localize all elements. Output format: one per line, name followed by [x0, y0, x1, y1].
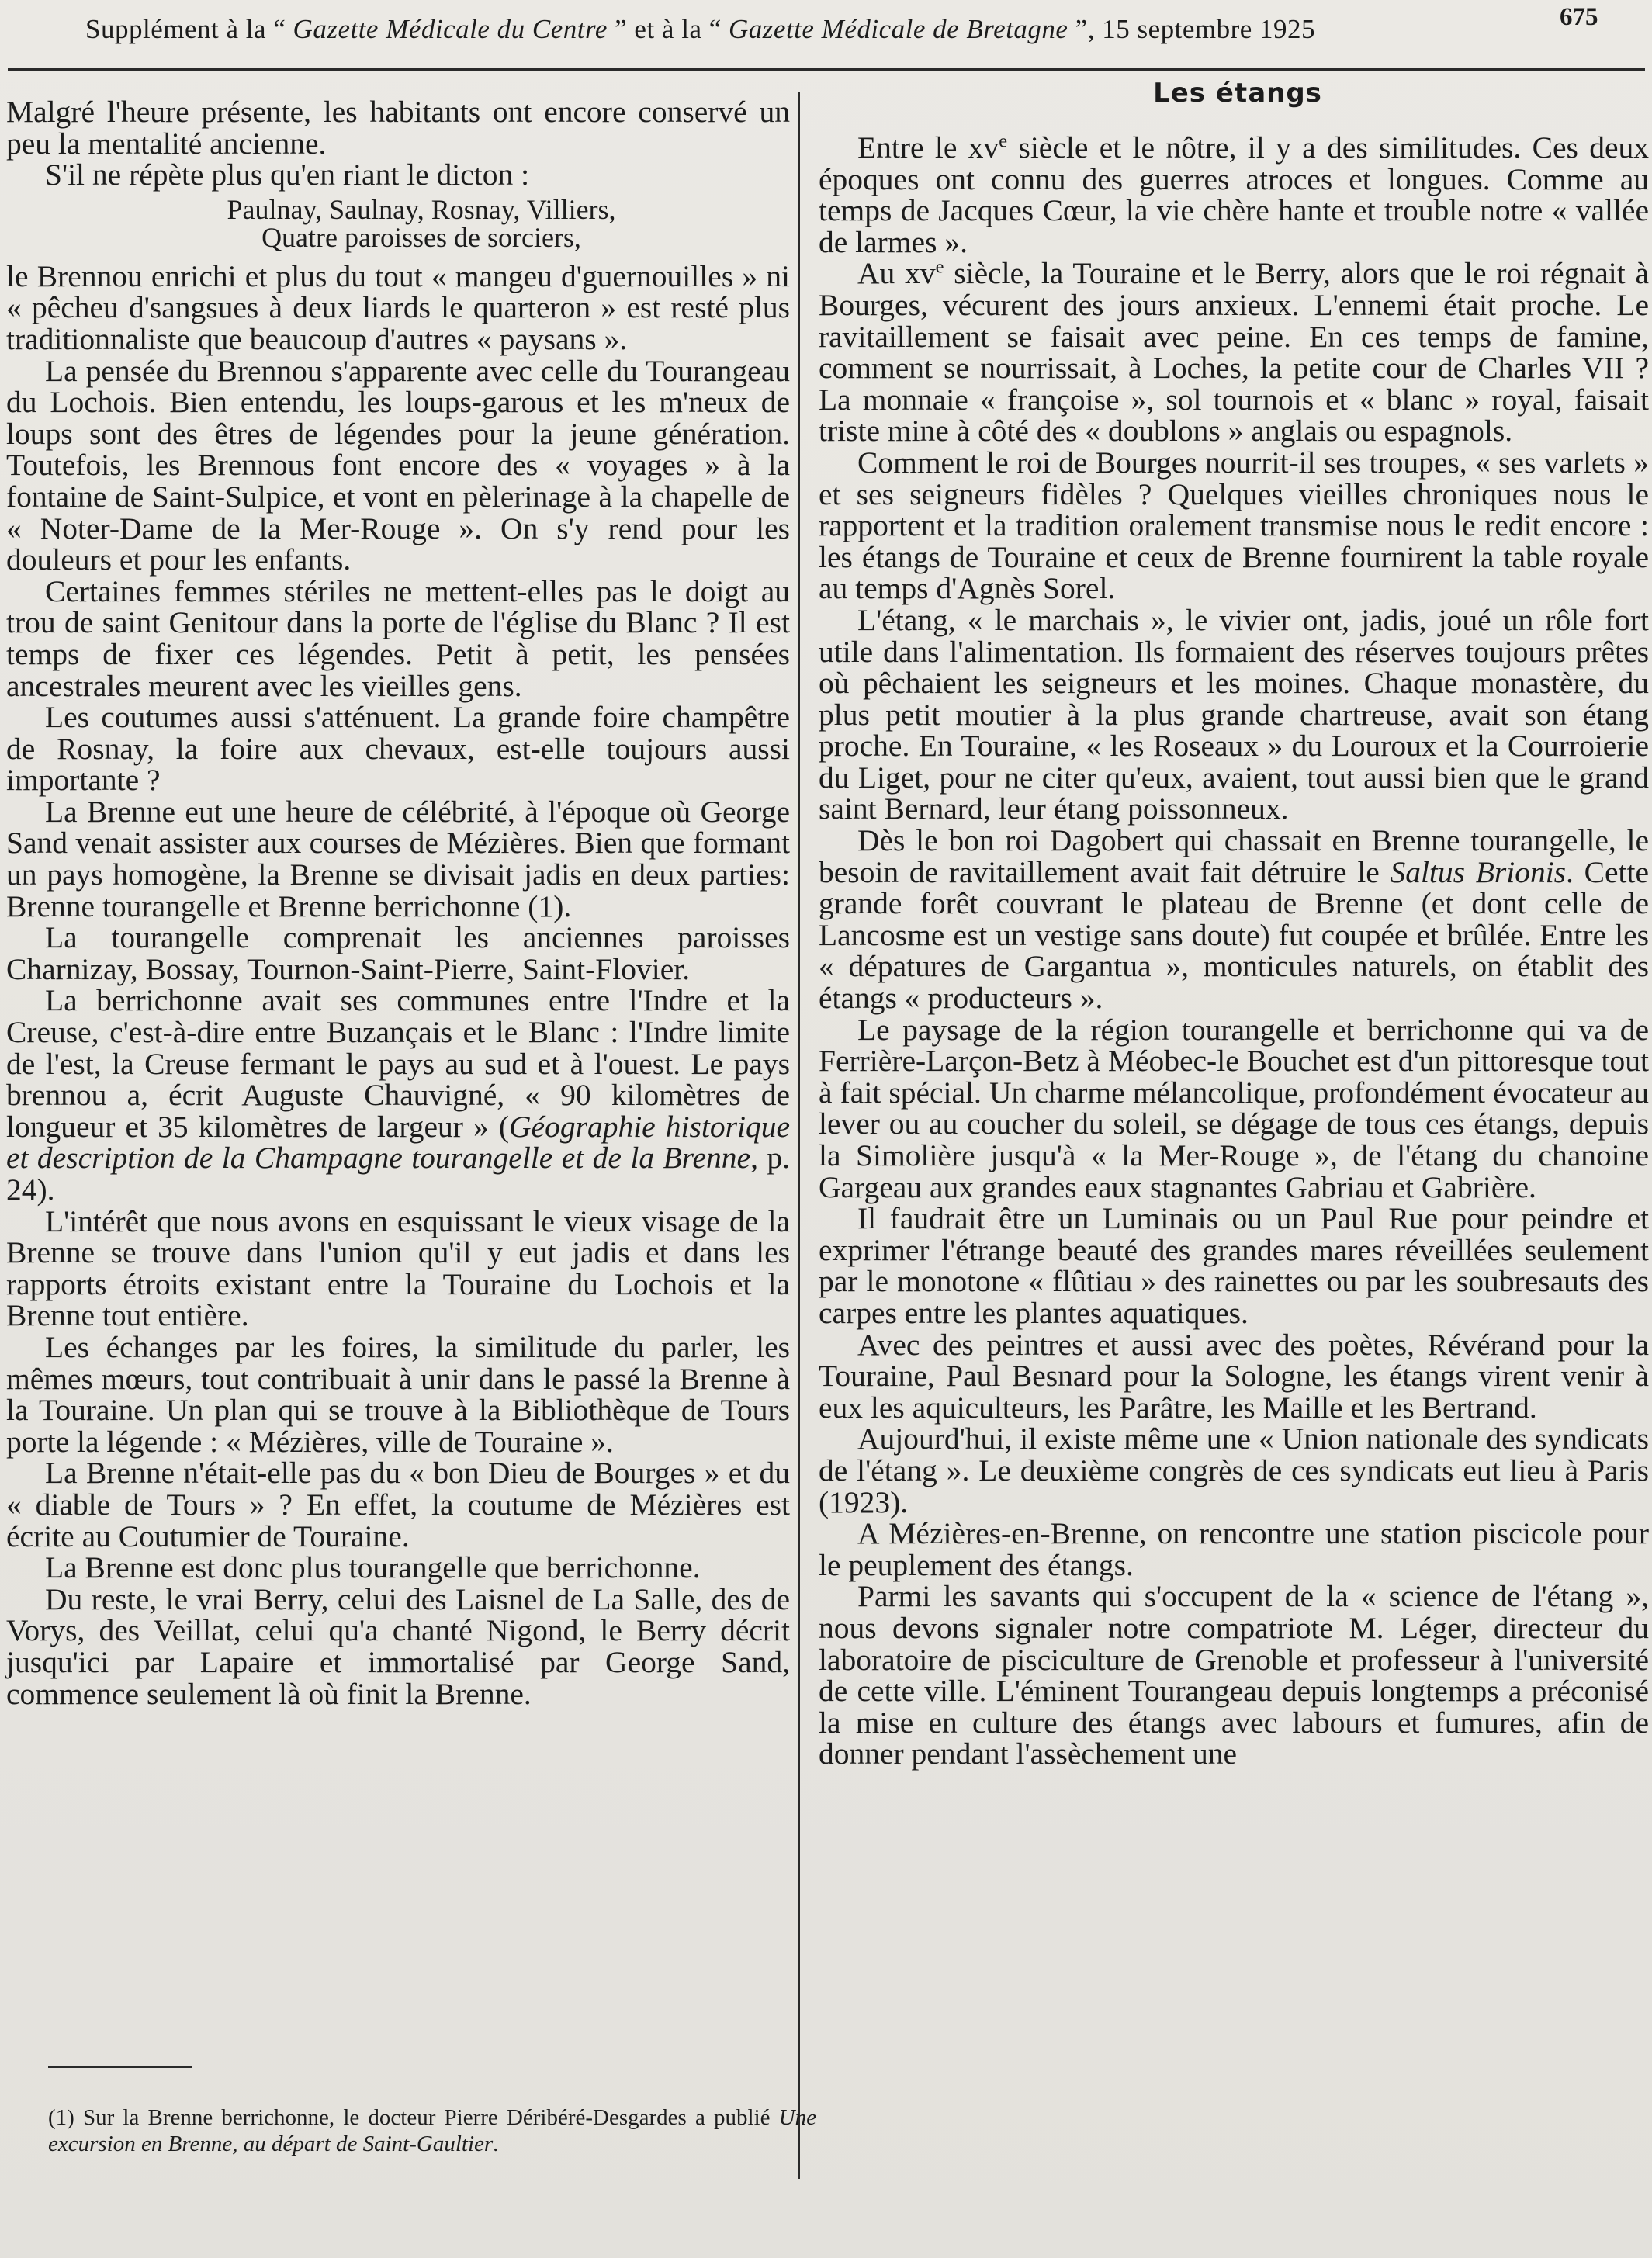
superscript: e: [999, 130, 1008, 152]
paragraph: Les coutumes aussi s'atténuent. La grande foire champêtre de Rosnay, la foire aux chevaux, est-elle toujours aussi importante ?: [6, 700, 790, 798]
verse-line: Quatre paroisses de sorciers,: [261, 221, 581, 253]
paragraph: [819, 132, 1649, 258]
column-divider: [798, 92, 800, 2179]
paragraph: La Brenne eut une heure de célébrité, à l'époque où George Sand venait assister aux courses de Mézières. Bien que formant un pays homogène, la Brenne se divisait jadis en deux parties: Brenne tourangelle et Brenne berrichonne (1).: [6, 794, 790, 923]
paragraph: La Brenne est donc plus tourangelle que berrichonne.: [45, 1550, 701, 1585]
paragraph: Parmi les savants qui s'occupent de la « science de l'étang », nous devons signaler notre compatriote M. Léger, directeur du laboratoire de pisciculture de Grenoble et professeur à l'université de cette ville. L'éminent Tourangeau depuis longtemps a préconisé la mise en culture des étangs avec labours et fumures, afin de donner pendant l'assèchement une: [819, 1579, 1649, 1771]
paragraph: L'étang, « le marchais », le vivier ont, jadis, joué un rôle fort utile dans l'alimentation. Ils formaient des réserves toujours prêtes où pêchaient les seigneurs et les moines. Chaque monastère, du plus petit moutier à la plus grande chartreuse, avait son étang proche. En Touraine, « les Roseaux » du Louroux et la Courroierie du Liget, pour ne citer qu'eux, avaient, tout aussi bien que le grand saint Bernard, leur étang poissonneux.: [819, 602, 1649, 826]
paragraph: Aujourd'hui, il existe même une « Union nationale des syndicats de l'étang ». Le deuxième congrès de ces syndicats eut lieu à Paris (1923).: [819, 1422, 1649, 1519]
paragraph: Comment le roi de Bourges nourrit-il ses troupes, « ses varlets » et ses seigneurs fidèles ? Quelques vieilles chroniques nous le rapportent et la tradition oralement transmise nous le redit encore : les étangs de Touraine et ceux de Brenne fournirent la table royale au temps d'Agnès Sorel.: [819, 445, 1649, 606]
paragraph: La pensée du Brennou s'apparente avec celle du Tourangeau du Lochois. Bien entendu, les loups-garous et les m'neux de loups sont des êtres de légendes pour la jeune génération. Toutefois, les Brennous font encore des « voyages » à la fontaine de Saint-Sulpice, et vont en pèlerinage à la chapelle de « Noter-Dame de la Mer-Rouge ». On s'y rend pour les douleurs et pour les enfants.: [6, 353, 790, 577]
text-run: siècle et le nôtre, il y a des similitudes. Ces deux époques ont connu des guerres atroces et longues. Comme au temps de Jacques Cœur, la vie chère hante et trouble notre « vallée de larmes ».: [819, 130, 1649, 259]
running-head-date: ”, 15 septembre 1925: [1068, 14, 1316, 44]
text-run: Entre le xv: [857, 130, 999, 165]
superscript: e: [935, 256, 944, 278]
left-column: [6, 96, 790, 1709]
text-run: Au xv: [857, 256, 936, 291]
cited-work-title: Géographie historique et description de la Champagne tourangelle et de la Brenne: [6, 1109, 790, 1176]
paragraph-after-verse: le Brennou enrichi et plus du tout « mangeu d'guernouilles » ni « pêcheu d'sangsues à deux liards le quarteron » est resté plus traditionnaliste que beaucoup d'autres « paysans ».: [6, 258, 790, 356]
text-run: . Cette grande forêt couvrant le plateau de Brenne (et dont celle de Lancosme est un vestige sans doute) fut coupée et brûlée. Entre les « dépatures de Gargantua », monticules naturels, on établit des étangs « producteurs ».: [819, 854, 1649, 1016]
paragraph-dicton-intro: S'il ne répète plus qu'en riant le dicton :: [45, 158, 530, 192]
section-title: Les étangs: [1153, 78, 1322, 109]
text-run: .: [493, 2132, 499, 2156]
paragraph: La tourangelle comprenait les anciennes paroisses Charnizay, Bossay, Tournon-Saint-Pierre, Saint-Flovier.: [6, 920, 790, 986]
latin-term: Saltus Brionis: [1390, 854, 1567, 889]
right-column: [819, 132, 1649, 1770]
page-header: [0, 0, 1652, 78]
paragraph: A Mézières-en-Brenne, on rencontre une station piscicole pour le peuplement des étangs.: [819, 1516, 1649, 1582]
paragraph: L'intérêt que nous avons en esquissant le vieux visage de la Brenne se trouve dans l'union qu'il y eut jadis et dans les rapports étroits existant entre la Touraine du Lochois et la Brenne tout entière.: [6, 1203, 790, 1333]
paragraph: Avec des peintres et aussi avec des poètes, Révérand pour la Touraine, Paul Besnard pour la Sologne, les étangs virent venir à eux les aquiculteurs, les Parâtre, les Maille et les Bertrand.: [819, 1327, 1649, 1425]
text-run: siècle, la Touraine et le Berry, alors que le roi régnait à Bourges, vécurent des jours anxieux. L'ennemi était proche. Le ravitaillement se faisait avec peine. En ces temps de famine, comment se nourrissait, à Loches, la petite cour de Charles VII ? La monnaie « françoise », sol tournois et « blanc » royal, faisait triste mine à côté des « doublons » anglais ou espagnols.: [819, 256, 1649, 448]
cited-work-title: Une excursion en Brenne, au départ de Saint-Gaultier: [48, 2105, 816, 2156]
paragraph: [819, 825, 1649, 1014]
paragraph-intro: Malgré l'heure présente, les habitants ont encore conservé un peu la mentalité ancienne.: [6, 95, 790, 161]
paragraph: La Brenne n'était-elle pas du « bon Dieu de Bourges » et du « diable de Tours » ? En effet, la coutume de Mézières est écrite au Coutumier de Touraine.: [6, 1456, 790, 1553]
paragraph: [819, 258, 1649, 447]
paragraph: Certaines femmes stériles ne mettent-elles pas le doigt au trou de saint Genitour dans la porte de l'église du Blanc ? Il est temps de fixer ces légendes. Petit à petit, les pensées ancestrales meurent avec les vieilles gens.: [6, 573, 790, 703]
text-run: Dès le bon roi Dagobert qui chassait en Brenne tourangelle, le besoin de ravitaillement avait fait détruire le: [819, 823, 1649, 889]
verse-line: Paulnay, Saulnay, Rosnay, Villiers,: [227, 193, 616, 225]
footnote-rule: [48, 2066, 192, 2068]
header-rule: [8, 68, 1645, 71]
paragraph: [6, 985, 790, 1205]
running-head-mid: ” et à la “: [607, 14, 729, 44]
paragraph: Il faudrait être un Luminais ou un Paul Rue pour peindre et exprimer l'étrange beauté des grandes mares réveillées seulement par le monotone « flûtiau » des rainettes ou par les soubresauts des carpes entre les plantes aquatiques.: [819, 1201, 1649, 1330]
text-run: (1) Sur la Brenne berrichonne, le docteur Pierre Déribéré-Desgardes a publié: [48, 2105, 779, 2130]
gazette-centre-title: Gazette Médicale du Centre: [293, 14, 608, 44]
text-run: , p. 24).: [6, 1141, 791, 1207]
running-head-pre: Supplément à la “: [85, 14, 293, 44]
paragraph: Le paysage de la région tourangelle et berrichonne qui va de Ferrière-Larçon-Betz à Méobec-le Bouchet est d'un pittoresque tout à fait spécial. Un charme mélancolique, profondément évocateur au lever ou au coucher du soleil, se dégage de tous ces étangs, depuis la Simolière jusqu'à « la Mer-Rouge », de l'étang du chanoine Gargeau aux grandes eaux stagnantes Gabriau et Gabrière.: [819, 1012, 1649, 1204]
page-number: 675: [1560, 3, 1598, 31]
gazette-bretagne-title: Gazette Médicale de Bretagne: [729, 14, 1068, 44]
verse-dicton: [53, 193, 790, 253]
paragraph: Les échanges par les foires, la similitude du parler, les mêmes mœurs, tout contribuait à unir dans le passé la Brenne à la Touraine. Un plan qui se trouve à la Bibliothèque de Tours porte la légende : « Mézières, ville de Touraine ».: [6, 1329, 790, 1459]
running-head: [85, 14, 1513, 45]
footnote-text: [48, 2104, 816, 2157]
text-run: La berrichonne avait ses communes entre l'Indre et la Creuse, c'est-à-dire entre Buzançais et le Blanc : l'Indre limite de l'est, la Creuse fermant le pays au sud et à l'ouest. Le pays brennou a, écrit Auguste Chauvigné, « 90 kilomètres de longueur et 35 kilomètres de largeur » (: [6, 983, 790, 1144]
paragraph: Du reste, le vrai Berry, celui des Laisnel de La Salle, des de Vorys, des Veillat, celui qu'a chanté Nigond, le Berry décrit jusqu'ici par Lapaire et immortalisé par George Sand, commence seulement là où finit la Brenne.: [6, 1581, 790, 1711]
footnote: [48, 2104, 816, 2157]
